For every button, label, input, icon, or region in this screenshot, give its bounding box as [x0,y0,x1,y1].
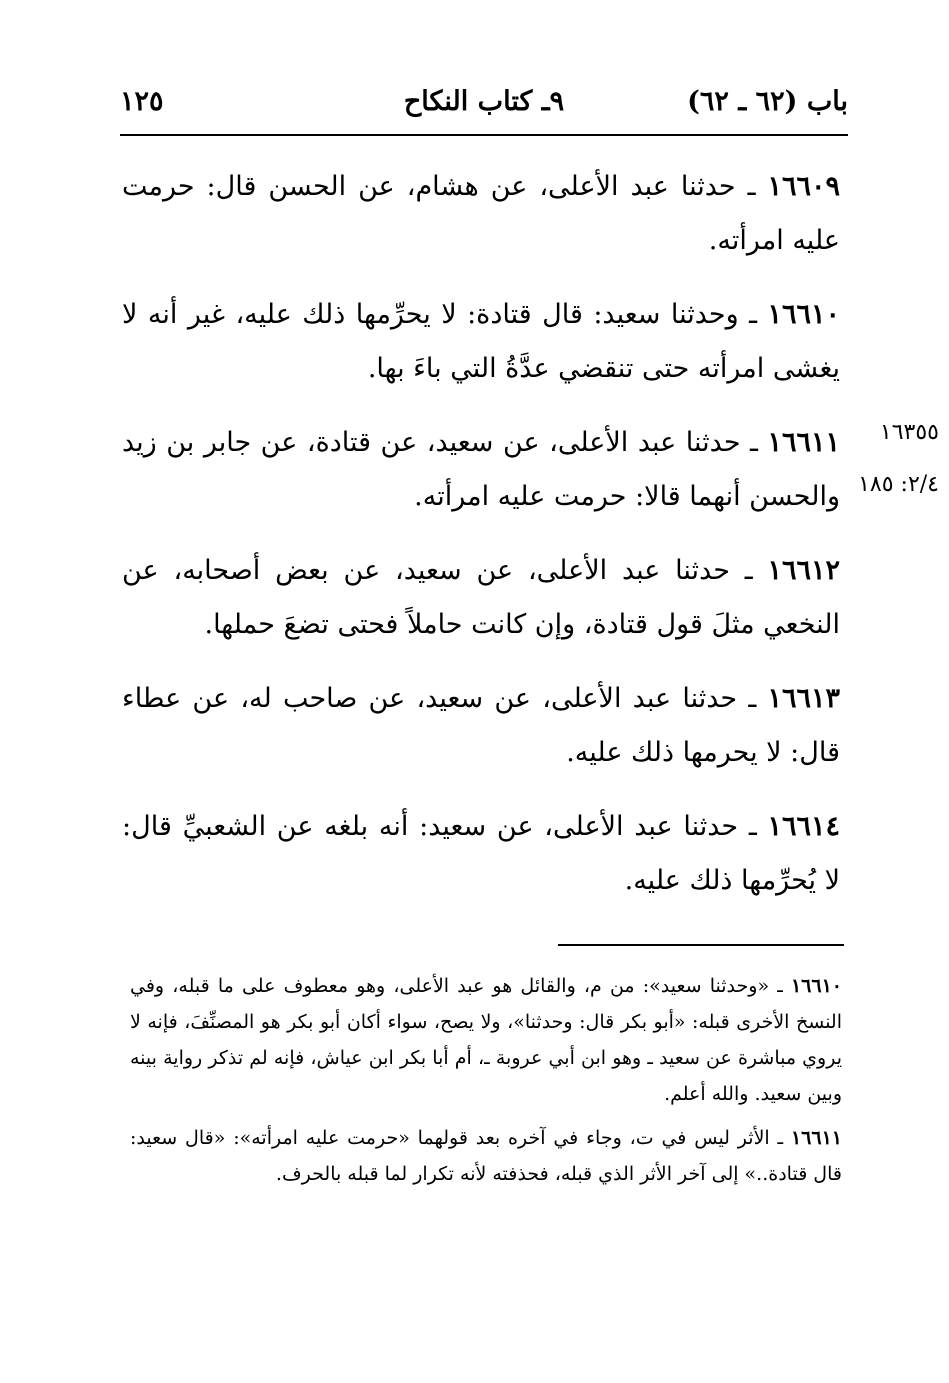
entry-text: ـ حدثنا عبد الأعلى، عن سعيد، عن قتادة، عن جابر بن زيد والحسن أنهما قالا: حرمت عليه امرأته. [122,427,840,512]
footnote-number: ١٦٦١٠ [790,975,842,997]
hadith-entry [122,672,840,780]
hadith-entry [122,160,840,268]
chapter-title: باب (٦٢ ـ ٦٢) [687,86,848,117]
margin-reference-number: ١٦٣٥٥ [879,420,939,445]
book-title: ٩ـ كتاب النكاح [403,86,565,117]
entry-text: ـ حدثنا عبد الأعلى، عن سعيد: أنه بلغه عن الشعبيِّ قال: لا يُحرِّمها ذلك عليه. [122,811,840,896]
entry-text: ـ حدثنا عبد الأعلى، عن سعيد، عن صاحب له، عن عطاء قال: لا يحرمها ذلك عليه. [122,683,840,768]
footnote-text: ـ الأثر ليس في ت، وجاء في آخره بعد قولهما «حرمت عليه امرأته»: «قال سعيد: قال قتادة..» إلى آخر الأثر الذي قبله، فحذفته لأنه تكرار لما قبله بالحرف. [130,1127,842,1185]
entry-text: ـ وحدثنا سعيد: قال قتادة: لا يحرِّمها ذلك عليه، غير أنه لا يغشى امرأته حتى تنقضي عدَّةُ التي باءَ بها. [122,299,840,384]
entry-number: ١٦٦١١ [767,427,840,458]
header-divider [120,134,848,136]
hadith-entry [122,288,840,396]
footnote [130,968,842,1112]
footnote-number: ١٦٦١١ [790,1127,842,1149]
entry-number: ١٦٦١٣ [767,683,840,714]
entry-text: ـ حدثنا عبد الأعلى، عن سعيد، عن بعض أصحابه، عن النخعي مثلَ قول قتادة، وإن كانت حاملاً فحتى تضعَ حملها. [122,555,840,640]
hadith-entry [122,800,840,908]
entry-number: ١٦٦٠٩ [767,171,840,202]
entry-number: ١٦٦١٠ [767,299,840,330]
hadith-entry [122,544,840,652]
footnote-text: ـ «وحدثنا سعيد»: من م، والقائل هو عبد الأعلى، وهو معطوف على ما قبله، وفي النسخ الأخرى قبله: «أبو بكر قال: وحدثنا»، ولا يصح، سواء أكان أبو بكر هو المصنِّفَ، فإنه لا يروي مباشرة عن سعيد ـ وهو ابن أبي عروبة ـ، أم أبا بكر ابن عياش، فإنه لم تذكر رواية بينه وبين سعيد. والله أعلم. [130,975,842,1105]
footnote [130,1120,842,1192]
page-number: ١٢٥ [120,86,164,117]
main-text [122,160,840,928]
page-header [120,80,848,130]
footnote-divider [558,944,844,946]
hadith-entry [122,416,840,524]
entry-text: ـ حدثنا عبد الأعلى، عن هشام، عن الحسن قال: حرمت عليه امرأته. [122,171,840,256]
entry-number: ١٦٦١٢ [767,555,840,586]
entry-number: ١٦٦١٤ [767,811,841,842]
footnotes [130,968,842,1200]
margin-volume-reference: ٢/٤: ١٨٥ [858,472,939,497]
